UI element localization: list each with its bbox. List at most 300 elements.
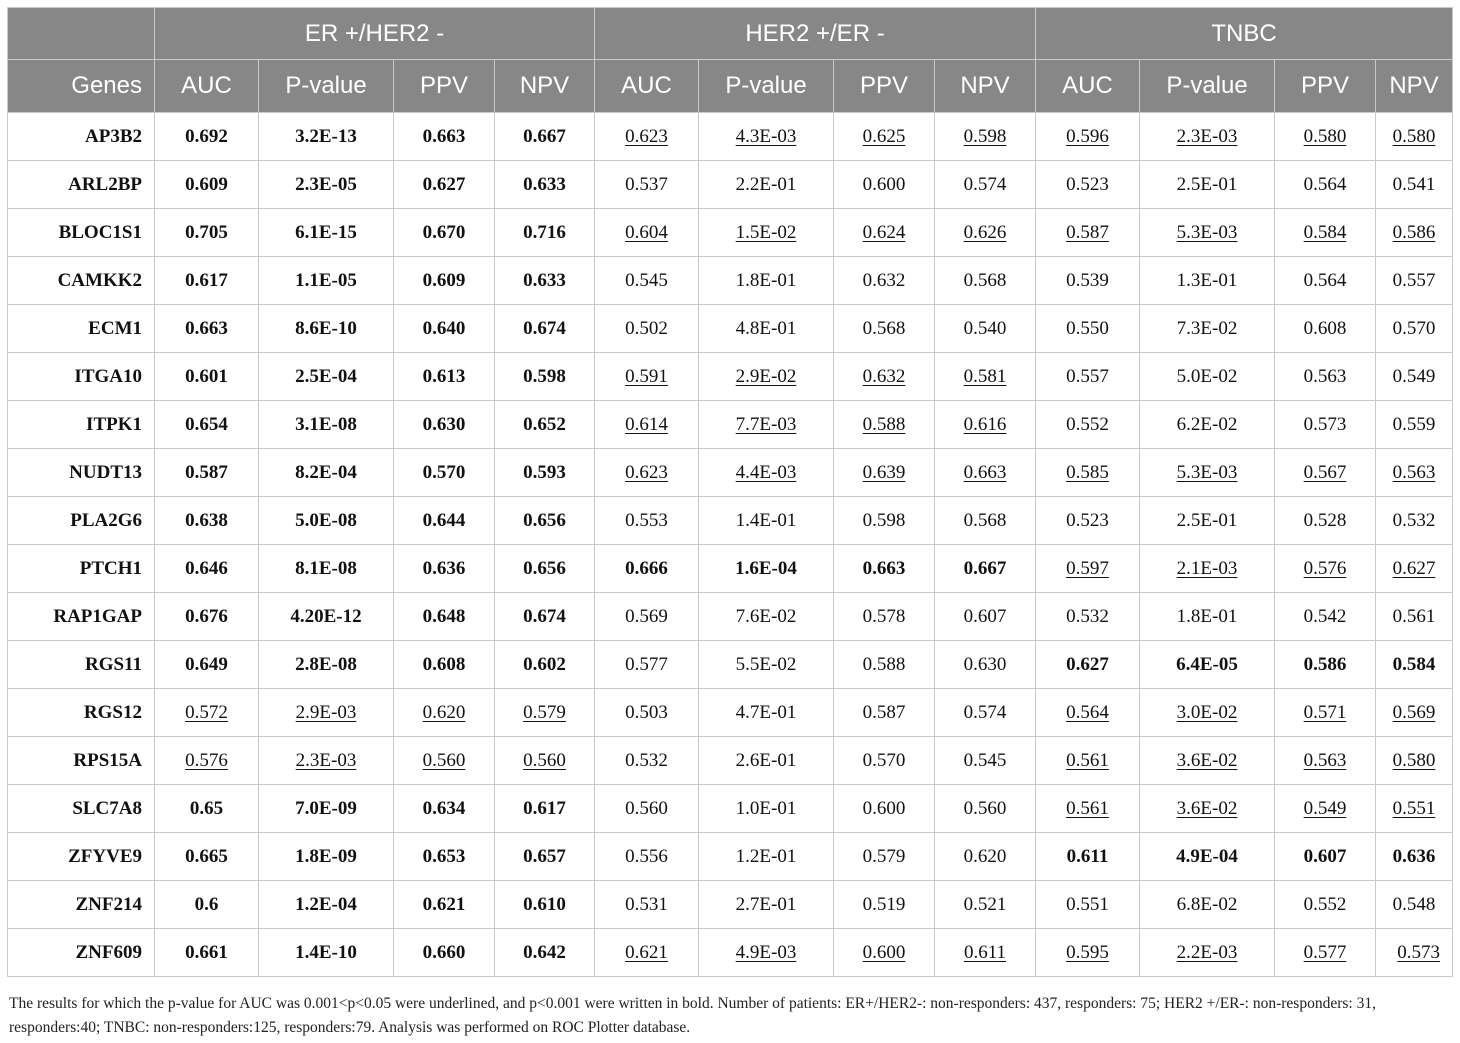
er-her2-auc-cell xyxy=(155,737,259,785)
tnbc-p-value-cell xyxy=(1140,785,1275,833)
er-her2-auc-cell: 0.6 xyxy=(155,881,259,929)
underlined-value: 0.616 xyxy=(963,413,1007,435)
gene-name-cell: NUDT13 xyxy=(8,449,155,497)
table-row xyxy=(8,929,1453,977)
underlined-value: 4.3E-03 xyxy=(735,125,797,147)
er-her2-auc-cell: 0.65 xyxy=(155,785,259,833)
er-her2-npv-cell: 0.610 xyxy=(495,881,595,929)
her2-er-ppv-cell: 0.663 xyxy=(834,545,935,593)
group-header-er-her2: ER +/HER2 - xyxy=(155,8,595,60)
tnbc-auc-cell: 0.552 xyxy=(1036,401,1140,449)
table-row xyxy=(8,641,1453,689)
her2-er-p-value-cell: 4.7E-01 xyxy=(699,689,834,737)
table-row xyxy=(8,881,1453,929)
underlined-value: 3.6E-02 xyxy=(1176,797,1238,819)
tnbc-npv-cell: 0.636 xyxy=(1376,833,1453,881)
underlined-value: 0.584 xyxy=(1303,221,1347,243)
er-her2-ppv-cell: 0.644 xyxy=(394,497,495,545)
gene-name-cell: ARL2BP xyxy=(8,161,155,209)
underlined-value: 2.2E-03 xyxy=(1176,941,1238,963)
underlined-value: 0.600 xyxy=(862,941,906,963)
metric-header-auc: AUC xyxy=(155,60,259,113)
her2-er-npv-cell xyxy=(935,113,1036,161)
er-her2-npv-cell: 0.667 xyxy=(495,113,595,161)
table-row xyxy=(8,161,1453,209)
underlined-value: 0.597 xyxy=(1066,557,1109,579)
tnbc-ppv-cell: 0.563 xyxy=(1275,353,1376,401)
table-row xyxy=(8,689,1453,737)
her2-er-auc-cell: 0.577 xyxy=(595,641,699,689)
er-her2-p-value-cell: 2.3E-05 xyxy=(259,161,394,209)
her2-er-p-value-cell xyxy=(699,449,834,497)
her2-er-ppv-cell: 0.598 xyxy=(834,497,935,545)
er-her2-p-value-cell: 5.0E-08 xyxy=(259,497,394,545)
her2-er-npv-cell: 0.574 xyxy=(935,161,1036,209)
her2-er-npv-cell: 0.568 xyxy=(935,497,1036,545)
underlined-value: 0.576 xyxy=(1303,557,1347,579)
er-her2-npv-cell: 0.674 xyxy=(495,593,595,641)
gene-name-cell: RAP1GAP xyxy=(8,593,155,641)
er-her2-ppv-cell: 0.663 xyxy=(394,113,495,161)
her2-er-ppv-cell xyxy=(834,209,935,257)
gene-name-cell: ITGA10 xyxy=(8,353,155,401)
underlined-value: 0.623 xyxy=(625,125,668,147)
underlined-value: 1.5E-02 xyxy=(735,221,797,243)
table-row xyxy=(8,545,1453,593)
gene-name-cell: ITPK1 xyxy=(8,401,155,449)
her2-er-auc-cell xyxy=(595,401,699,449)
tnbc-ppv-cell: 0.586 xyxy=(1275,641,1376,689)
er-her2-p-value-cell: 2.8E-08 xyxy=(259,641,394,689)
her2-er-npv-cell: 0.574 xyxy=(935,689,1036,737)
genes-header: Genes xyxy=(8,60,155,113)
er-her2-npv-cell: 0.593 xyxy=(495,449,595,497)
metric-header-ppv: PPV xyxy=(834,60,935,113)
er-her2-p-value-cell: 1.2E-04 xyxy=(259,881,394,929)
her2-er-ppv-cell: 0.578 xyxy=(834,593,935,641)
her2-er-auc-cell xyxy=(595,929,699,977)
tnbc-auc-cell xyxy=(1036,689,1140,737)
her2-er-auc-cell: 0.553 xyxy=(595,497,699,545)
her2-er-ppv-cell: 0.579 xyxy=(834,833,935,881)
group-header-her2-er: HER2 +/ER - xyxy=(595,8,1036,60)
her2-er-auc-cell: 0.537 xyxy=(595,161,699,209)
her2-er-p-value-cell: 2.7E-01 xyxy=(699,881,834,929)
er-her2-p-value-cell: 8.2E-04 xyxy=(259,449,394,497)
er-her2-p-value-cell xyxy=(259,689,394,737)
gene-name-cell: AP3B2 xyxy=(8,113,155,161)
underlined-value: 0.595 xyxy=(1066,941,1109,963)
er-her2-npv-cell: 0.652 xyxy=(495,401,595,449)
her2-er-ppv-cell: 0.632 xyxy=(834,257,935,305)
er-her2-ppv-cell: 0.640 xyxy=(394,305,495,353)
underlined-value: 0.563 xyxy=(1303,749,1347,771)
er-her2-auc-cell: 0.705 xyxy=(155,209,259,257)
tnbc-p-value-cell: 6.2E-02 xyxy=(1140,401,1275,449)
er-her2-auc-cell: 0.601 xyxy=(155,353,259,401)
tnbc-npv-cell: 0.541 xyxy=(1376,161,1453,209)
tnbc-p-value-cell: 4.9E-04 xyxy=(1140,833,1275,881)
metric-header-npv: NPV xyxy=(935,60,1036,113)
er-her2-auc-cell: 0.617 xyxy=(155,257,259,305)
er-her2-p-value-cell: 3.2E-13 xyxy=(259,113,394,161)
tnbc-ppv-cell xyxy=(1275,449,1376,497)
underlined-value: 0.598 xyxy=(963,125,1007,147)
underlined-value: 0.560 xyxy=(523,749,566,771)
her2-er-ppv-cell xyxy=(834,353,935,401)
tnbc-p-value-cell: 2.5E-01 xyxy=(1140,497,1275,545)
tnbc-ppv-cell: 0.607 xyxy=(1275,833,1376,881)
tnbc-npv-cell xyxy=(1376,449,1453,497)
tnbc-auc-cell xyxy=(1036,209,1140,257)
table-footnote: The results for which the p-value for AUC was 0.001<p<0.05 were underlined, and p<0.001 were written in bold. Number of patients: ER+/HER2-: non-responders: 437, responders: 75; HER2 +/ER-: non-responders: 31, responders:40; TNBC: non-responders:125, responders:79. Analysis was performed on ROC Plotter database. xyxy=(9,995,1376,1036)
her2-er-auc-cell: 0.666 xyxy=(595,545,699,593)
tnbc-npv-cell: 0.548 xyxy=(1376,881,1453,929)
tnbc-npv-cell xyxy=(1376,785,1453,833)
her2-er-npv-cell: 0.545 xyxy=(935,737,1036,785)
er-her2-ppv-cell: 0.613 xyxy=(394,353,495,401)
gene-name-cell: ZNF214 xyxy=(8,881,155,929)
her2-er-npv-cell: 0.521 xyxy=(935,881,1036,929)
tnbc-ppv-cell: 0.552 xyxy=(1275,881,1376,929)
underlined-value: 0.581 xyxy=(963,365,1007,387)
er-her2-p-value-cell: 3.1E-08 xyxy=(259,401,394,449)
underlined-value: 0.591 xyxy=(625,365,668,387)
er-her2-auc-cell: 0.692 xyxy=(155,113,259,161)
tnbc-p-value-cell: 2.5E-01 xyxy=(1140,161,1275,209)
her2-er-npv-cell xyxy=(935,209,1036,257)
underlined-value: 0.625 xyxy=(862,125,906,147)
her2-er-ppv-cell: 0.600 xyxy=(834,785,935,833)
tnbc-p-value-cell xyxy=(1140,929,1275,977)
er-her2-ppv-cell: 0.621 xyxy=(394,881,495,929)
her2-er-npv-cell xyxy=(935,449,1036,497)
er-her2-auc-cell: 0.609 xyxy=(155,161,259,209)
metric-header-npv: NPV xyxy=(1376,60,1453,113)
underlined-value: 4.4E-03 xyxy=(735,461,797,483)
her2-er-npv-cell: 0.620 xyxy=(935,833,1036,881)
er-her2-auc-cell: 0.654 xyxy=(155,401,259,449)
her2-er-p-value-cell xyxy=(699,353,834,401)
underlined-value: 0.576 xyxy=(185,749,228,771)
her2-er-npv-cell: 0.667 xyxy=(935,545,1036,593)
er-her2-npv-cell xyxy=(495,737,595,785)
tnbc-ppv-cell xyxy=(1275,785,1376,833)
her2-er-ppv-cell: 0.587 xyxy=(834,689,935,737)
table-row xyxy=(8,353,1453,401)
underlined-value: 0.639 xyxy=(862,461,906,483)
her2-er-auc-cell: 0.531 xyxy=(595,881,699,929)
tnbc-auc-cell: 0.523 xyxy=(1036,161,1140,209)
er-her2-auc-cell: 0.661 xyxy=(155,929,259,977)
er-her2-auc-cell: 0.663 xyxy=(155,305,259,353)
er-her2-p-value-cell: 8.1E-08 xyxy=(259,545,394,593)
table-row xyxy=(8,257,1453,305)
her2-er-auc-cell: 0.503 xyxy=(595,689,699,737)
underlined-value: 0.588 xyxy=(862,413,906,435)
her2-er-auc-cell: 0.502 xyxy=(595,305,699,353)
group-header-tnbc: TNBC xyxy=(1036,8,1453,60)
underlined-value: 2.3E-03 xyxy=(295,749,357,771)
underlined-value: 2.9E-03 xyxy=(295,701,357,723)
underlined-value: 3.6E-02 xyxy=(1176,749,1238,771)
her2-er-ppv-cell: 0.588 xyxy=(834,641,935,689)
her2-er-npv-cell xyxy=(935,401,1036,449)
underlined-value: 0.573 xyxy=(1397,941,1441,963)
her2-er-p-value-cell: 2.2E-01 xyxy=(699,161,834,209)
her2-er-npv-cell: 0.560 xyxy=(935,785,1036,833)
tnbc-p-value-cell: 1.3E-01 xyxy=(1140,257,1275,305)
tnbc-ppv-cell: 0.528 xyxy=(1275,497,1376,545)
er-her2-npv-cell: 0.617 xyxy=(495,785,595,833)
metric-header-row xyxy=(8,60,1453,113)
tnbc-ppv-cell xyxy=(1275,689,1376,737)
table-row xyxy=(8,833,1453,881)
her2-er-ppv-cell: 0.568 xyxy=(834,305,935,353)
underlined-value: 2.9E-02 xyxy=(735,365,797,387)
er-her2-npv-cell: 0.674 xyxy=(495,305,595,353)
tnbc-auc-cell xyxy=(1036,785,1140,833)
gene-name-cell: PLA2G6 xyxy=(8,497,155,545)
table-row xyxy=(8,305,1453,353)
tnbc-p-value-cell xyxy=(1140,737,1275,785)
underlined-value: 0.585 xyxy=(1066,461,1109,483)
underlined-value: 0.620 xyxy=(422,701,466,723)
er-her2-p-value-cell: 7.0E-09 xyxy=(259,785,394,833)
er-her2-ppv-cell: 0.570 xyxy=(394,449,495,497)
metric-header-ppv: PPV xyxy=(394,60,495,113)
er-her2-ppv-cell: 0.608 xyxy=(394,641,495,689)
metric-header-auc: AUC xyxy=(1036,60,1140,113)
gene-name-cell: ZFYVE9 xyxy=(8,833,155,881)
her2-er-auc-cell xyxy=(595,353,699,401)
underlined-value: 0.580 xyxy=(1303,125,1347,147)
tnbc-p-value-cell xyxy=(1140,545,1275,593)
underlined-value: 2.1E-03 xyxy=(1176,557,1238,579)
her2-er-npv-cell: 0.540 xyxy=(935,305,1036,353)
tnbc-npv-cell: 0.549 xyxy=(1376,353,1453,401)
underlined-value: 0.632 xyxy=(862,365,906,387)
er-her2-ppv-cell: 0.648 xyxy=(394,593,495,641)
her2-er-auc-cell xyxy=(595,113,699,161)
tnbc-auc-cell: 0.551 xyxy=(1036,881,1140,929)
underlined-value: 0.579 xyxy=(523,701,566,723)
her2-er-ppv-cell: 0.600 xyxy=(834,161,935,209)
tnbc-auc-cell xyxy=(1036,737,1140,785)
tnbc-npv-cell xyxy=(1376,689,1453,737)
her2-er-npv-cell: 0.630 xyxy=(935,641,1036,689)
her2-er-ppv-cell xyxy=(834,449,935,497)
her2-er-npv-cell xyxy=(935,929,1036,977)
her2-er-ppv-cell xyxy=(834,113,935,161)
tnbc-auc-cell: 0.611 xyxy=(1036,833,1140,881)
er-her2-p-value-cell: 6.1E-15 xyxy=(259,209,394,257)
underlined-value: 0.561 xyxy=(1066,797,1109,819)
group-header-row xyxy=(8,8,1453,60)
underlined-value: 0.614 xyxy=(625,413,668,435)
her2-er-npv-cell: 0.568 xyxy=(935,257,1036,305)
gene-name-cell: SLC7A8 xyxy=(8,785,155,833)
er-her2-auc-cell: 0.649 xyxy=(155,641,259,689)
underlined-value: 0.587 xyxy=(1066,221,1109,243)
table-row xyxy=(8,449,1453,497)
her2-er-auc-cell: 0.560 xyxy=(595,785,699,833)
tnbc-p-value-cell: 6.4E-05 xyxy=(1140,641,1275,689)
tnbc-auc-cell xyxy=(1036,545,1140,593)
er-her2-ppv-cell xyxy=(394,689,495,737)
er-her2-auc-cell: 0.587 xyxy=(155,449,259,497)
tnbc-npv-cell: 0.559 xyxy=(1376,401,1453,449)
er-her2-npv-cell: 0.656 xyxy=(495,545,595,593)
er-her2-ppv-cell: 0.653 xyxy=(394,833,495,881)
tnbc-ppv-cell: 0.608 xyxy=(1275,305,1376,353)
underlined-value: 0.624 xyxy=(862,221,906,243)
er-her2-p-value-cell: 1.8E-09 xyxy=(259,833,394,881)
her2-er-p-value-cell xyxy=(699,929,834,977)
tnbc-ppv-cell xyxy=(1275,545,1376,593)
tnbc-p-value-cell: 5.0E-02 xyxy=(1140,353,1275,401)
her2-er-auc-cell: 0.532 xyxy=(595,737,699,785)
er-her2-p-value-cell: 1.4E-10 xyxy=(259,929,394,977)
underlined-value: 3.0E-02 xyxy=(1176,701,1238,723)
her2-er-ppv-cell: 0.570 xyxy=(834,737,935,785)
er-her2-p-value-cell: 8.6E-10 xyxy=(259,305,394,353)
tnbc-auc-cell xyxy=(1036,449,1140,497)
her2-er-p-value-cell: 1.6E-04 xyxy=(699,545,834,593)
er-her2-auc-cell: 0.646 xyxy=(155,545,259,593)
tnbc-ppv-cell xyxy=(1275,209,1376,257)
metric-header-auc: AUC xyxy=(595,60,699,113)
her2-er-p-value-cell: 1.4E-01 xyxy=(699,497,834,545)
her2-er-ppv-cell xyxy=(834,929,935,977)
tnbc-npv-cell xyxy=(1376,113,1453,161)
her2-er-p-value-cell xyxy=(699,113,834,161)
table-row xyxy=(8,209,1453,257)
er-her2-ppv-cell xyxy=(394,737,495,785)
tnbc-auc-cell: 0.523 xyxy=(1036,497,1140,545)
underlined-value: 0.596 xyxy=(1066,125,1109,147)
underlined-value: 0.580 xyxy=(1392,749,1436,771)
underlined-value: 0.611 xyxy=(963,941,1007,963)
table-body xyxy=(8,113,1453,977)
her2-er-auc-cell xyxy=(595,449,699,497)
tnbc-p-value-cell xyxy=(1140,449,1275,497)
tnbc-auc-cell xyxy=(1036,929,1140,977)
metric-header-npv: NPV xyxy=(495,60,595,113)
underlined-value: 0.564 xyxy=(1066,701,1109,723)
er-her2-npv-cell: 0.633 xyxy=(495,161,595,209)
underlined-value: 2.3E-03 xyxy=(1176,125,1238,147)
underlined-value: 5.3E-03 xyxy=(1176,461,1238,483)
er-her2-npv-cell: 0.602 xyxy=(495,641,595,689)
er-her2-npv-cell: 0.656 xyxy=(495,497,595,545)
metric-header-p-value: P-value xyxy=(1140,60,1275,113)
underlined-value: 5.3E-03 xyxy=(1176,221,1238,243)
her2-er-p-value-cell: 1.2E-01 xyxy=(699,833,834,881)
tnbc-npv-cell: 0.557 xyxy=(1376,257,1453,305)
gene-name-cell: CAMKK2 xyxy=(8,257,155,305)
gene-name-cell: RGS12 xyxy=(8,689,155,737)
tnbc-p-value-cell xyxy=(1140,113,1275,161)
underlined-value: 0.623 xyxy=(625,461,668,483)
her2-er-p-value-cell: 1.0E-01 xyxy=(699,785,834,833)
table-row xyxy=(8,497,1453,545)
gene-name-cell: BLOC1S1 xyxy=(8,209,155,257)
underlined-value: 0.567 xyxy=(1303,461,1347,483)
her2-er-auc-cell: 0.556 xyxy=(595,833,699,881)
tnbc-p-value-cell: 1.8E-01 xyxy=(1140,593,1275,641)
er-her2-npv-cell: 0.598 xyxy=(495,353,595,401)
tnbc-npv-cell xyxy=(1376,737,1453,785)
er-her2-ppv-cell: 0.634 xyxy=(394,785,495,833)
tnbc-npv-cell xyxy=(1376,545,1453,593)
tnbc-auc-cell: 0.557 xyxy=(1036,353,1140,401)
er-her2-npv-cell xyxy=(495,689,595,737)
tnbc-ppv-cell: 0.564 xyxy=(1275,161,1376,209)
header-corner xyxy=(8,8,155,60)
underlined-value: 0.549 xyxy=(1303,797,1347,819)
her2-er-p-value-cell: 4.8E-01 xyxy=(699,305,834,353)
table-row xyxy=(8,785,1453,833)
underlined-value: 4.9E-03 xyxy=(735,941,797,963)
her2-er-npv-cell: 0.607 xyxy=(935,593,1036,641)
table-row xyxy=(8,113,1453,161)
er-her2-npv-cell: 0.633 xyxy=(495,257,595,305)
gene-name-cell: RGS11 xyxy=(8,641,155,689)
table-row xyxy=(8,401,1453,449)
er-her2-npv-cell: 0.716 xyxy=(495,209,595,257)
underlined-value: 0.586 xyxy=(1392,221,1436,243)
her2-er-p-value-cell xyxy=(699,401,834,449)
gene-name-cell: ZNF609 xyxy=(8,929,155,977)
gene-name-cell: PTCH1 xyxy=(8,545,155,593)
metric-header-p-value: P-value xyxy=(259,60,394,113)
her2-er-p-value-cell: 1.8E-01 xyxy=(699,257,834,305)
tnbc-auc-cell: 0.539 xyxy=(1036,257,1140,305)
tnbc-p-value-cell: 7.3E-02 xyxy=(1140,305,1275,353)
tnbc-ppv-cell xyxy=(1275,929,1376,977)
underlined-value: 0.572 xyxy=(185,701,228,723)
underlined-value: 0.580 xyxy=(1392,125,1436,147)
her2-er-ppv-cell xyxy=(834,401,935,449)
metric-header-p-value: P-value xyxy=(699,60,834,113)
tnbc-npv-cell xyxy=(1376,929,1453,977)
tnbc-p-value-cell xyxy=(1140,209,1275,257)
tnbc-npv-cell: 0.570 xyxy=(1376,305,1453,353)
tnbc-npv-cell xyxy=(1376,209,1453,257)
results-table xyxy=(7,7,1453,977)
tnbc-npv-cell: 0.584 xyxy=(1376,641,1453,689)
tnbc-npv-cell: 0.561 xyxy=(1376,593,1453,641)
er-her2-auc-cell: 0.665 xyxy=(155,833,259,881)
er-her2-ppv-cell: 0.670 xyxy=(394,209,495,257)
er-her2-ppv-cell: 0.660 xyxy=(394,929,495,977)
tnbc-auc-cell: 0.627 xyxy=(1036,641,1140,689)
er-her2-p-value-cell: 2.5E-04 xyxy=(259,353,394,401)
er-her2-npv-cell: 0.657 xyxy=(495,833,595,881)
underlined-value: 0.604 xyxy=(625,221,668,243)
er-her2-p-value-cell: 4.20E-12 xyxy=(259,593,394,641)
underlined-value: 0.561 xyxy=(1066,749,1109,771)
table-row xyxy=(8,737,1453,785)
underlined-value: 0.571 xyxy=(1303,701,1347,723)
tnbc-auc-cell xyxy=(1036,113,1140,161)
underlined-value: 0.577 xyxy=(1303,941,1347,963)
her2-er-auc-cell xyxy=(595,209,699,257)
table-row xyxy=(8,593,1453,641)
gene-name-cell: RPS15A xyxy=(8,737,155,785)
er-her2-ppv-cell: 0.627 xyxy=(394,161,495,209)
